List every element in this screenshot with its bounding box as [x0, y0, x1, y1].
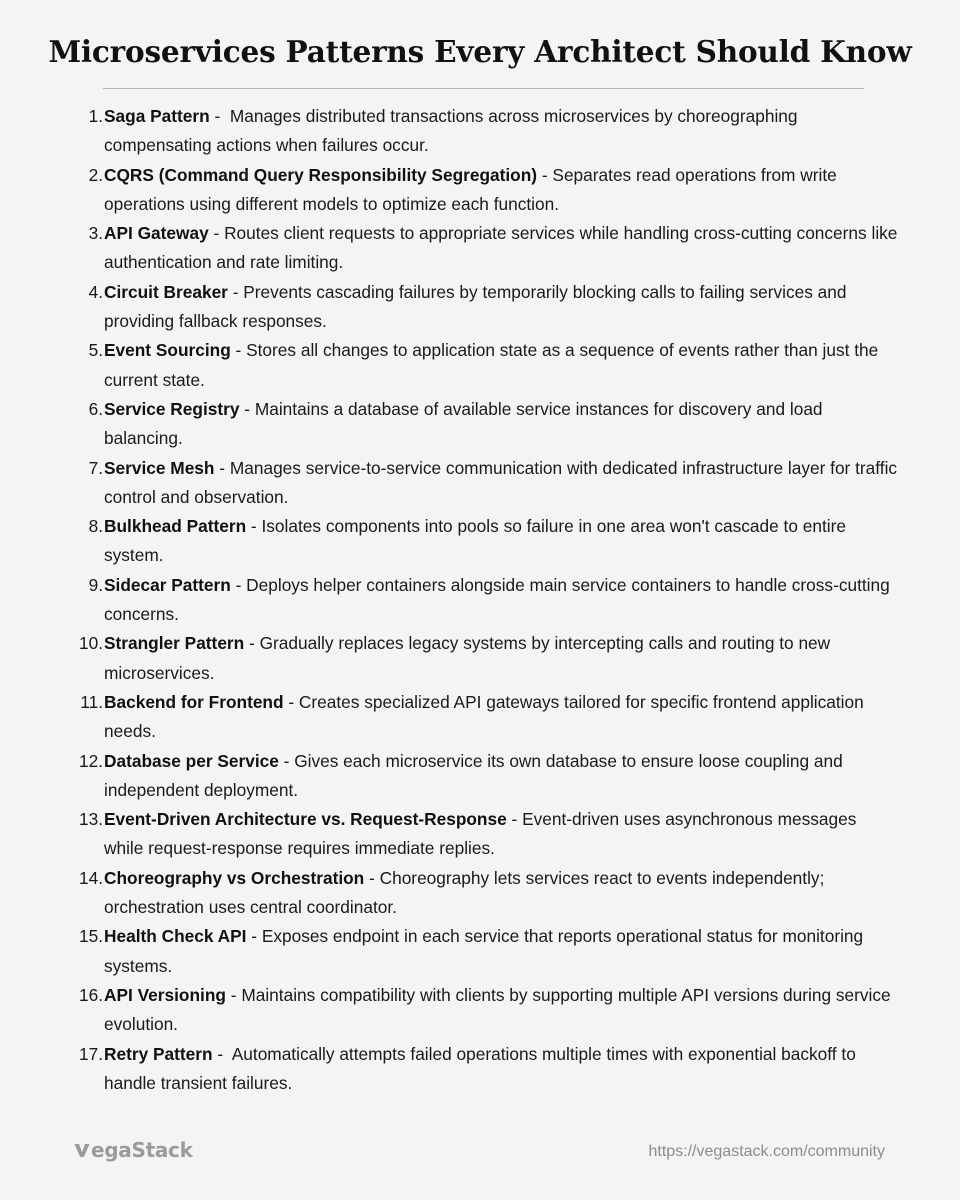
v-mark-icon	[74, 1143, 90, 1158]
item-separator: -	[244, 633, 260, 654]
list-item	[0, 219, 960, 278]
item-name: Event-Driven Architecture vs. Request-Response	[104, 809, 507, 830]
item-name: API Versioning	[104, 984, 226, 1005]
item-separator: -	[230, 340, 247, 361]
list-item	[0, 161, 960, 220]
item-separator: -	[364, 867, 380, 888]
item-description: Automatically attempts failed operations multiple times with exponential backoff to handle transient failures.	[104, 1043, 856, 1093]
item-name: Strangler Pattern	[104, 633, 245, 654]
list-item	[0, 336, 960, 395]
item-number: 12.	[78, 750, 103, 771]
item-number: 10.	[78, 633, 103, 654]
item-number: 3.	[88, 223, 103, 244]
item-separator: -	[230, 574, 247, 595]
item-description: Creates specialized API gateways tailored for specific frontend application needs.	[104, 691, 864, 742]
item-name: Circuit Breaker	[104, 281, 228, 302]
item-separator: -	[208, 223, 225, 244]
page-title: Microservices Patterns Every Architect Should Know	[48, 34, 912, 69]
item-number: 9.	[88, 574, 103, 595]
item-description: Isolates components into pools so failure in one area won't cascade to entire system.	[104, 516, 846, 566]
item-separator: -	[214, 457, 230, 478]
list-item	[0, 278, 960, 337]
item-description: Choreography lets services react to events independently; orchestration uses central coordinator.	[104, 867, 825, 918]
item-number: 1.	[88, 106, 103, 126]
item-name: Choreography vs Orchestration	[104, 867, 365, 888]
item-description: Separates read operations from write operations using different models to optimize each function.	[104, 164, 837, 214]
item-name: CQRS (Command Query Responsibility Segregation)	[104, 164, 538, 185]
item-description: Event-driven uses asynchronous messages while request-response requires immediate replies.	[104, 809, 857, 859]
item-number: 13.	[78, 809, 103, 830]
item-separator: -	[506, 809, 523, 830]
item-name: Service Registry	[104, 398, 240, 419]
item-name: Backend for Frontend	[104, 691, 284, 712]
item-description: Deploys helper containers alongside main service containers to handle cross-cutting concerns.	[104, 574, 890, 625]
list-item	[0, 922, 960, 981]
item-description: Prevents cascading failures by temporarily blocking calls to failing services and providing fallback responses.	[104, 281, 847, 332]
footer-url[interactable]: https://vegastack.com/community	[648, 1143, 885, 1160]
item-name: Sidecar Pattern	[104, 574, 231, 595]
item-description: Maintains compatibility with clients by supporting multiple API versions during service evolution.	[104, 984, 891, 1035]
item-number: 4.	[88, 281, 103, 302]
item-name: Saga Pattern	[104, 106, 210, 126]
item-name: API Gateway	[104, 223, 209, 244]
list-item	[0, 512, 960, 571]
item-description: Manages service-to-service communication with dedicated infrastructure layer for traffic control and observation.	[104, 457, 898, 507]
item-number: 14.	[78, 867, 103, 888]
item-separator: -	[278, 750, 295, 771]
list-item	[0, 747, 960, 806]
item-number: 8.	[88, 516, 103, 537]
item-name: Service Mesh	[104, 457, 215, 478]
item-description: Gives each microservice its own database to ensure loose coupling and independent deployment.	[104, 750, 843, 800]
item-separator: -	[246, 926, 262, 947]
list-item	[0, 395, 960, 454]
logo-text: egaStack	[91, 1138, 193, 1162]
list-item	[0, 454, 960, 513]
list-item	[0, 864, 960, 923]
item-description: Routes client requests to appropriate services while handling cross-cutting concerns like authentication and rate limiting.	[104, 223, 898, 273]
item-name: Event Sourcing	[104, 340, 231, 361]
item-description: Maintains a database of available service instances for discovery and load balancing.	[104, 398, 823, 449]
title-divider	[103, 88, 864, 89]
item-number: 7.	[88, 457, 103, 478]
list-item	[0, 981, 960, 1040]
item-description: Exposes endpoint in each service that reports operational status for monitoring systems.	[104, 926, 864, 976]
item-separator: -	[239, 398, 255, 419]
item-separator: -	[537, 164, 553, 185]
item-separator: -	[209, 106, 230, 126]
item-separator: -	[212, 1043, 232, 1064]
list-item	[0, 102, 960, 161]
list-item	[0, 805, 960, 864]
list-item	[0, 571, 960, 630]
item-separator: -	[246, 516, 262, 537]
item-name: Retry Pattern	[104, 1043, 213, 1064]
pattern-list	[0, 102, 960, 1098]
item-number: 11.	[80, 691, 103, 712]
item-name: Bulkhead Pattern	[104, 516, 247, 537]
vegastack-logo	[74, 1138, 193, 1162]
item-number: 17.	[78, 1043, 103, 1064]
item-number: 15.	[78, 926, 103, 947]
item-separator: -	[227, 281, 244, 302]
list-item	[0, 688, 960, 747]
item-name: Health Check API	[104, 926, 247, 947]
item-number: 16.	[78, 984, 103, 1005]
item-separator: -	[225, 984, 242, 1005]
list-item	[0, 1040, 960, 1099]
item-name: Database per Service	[104, 750, 279, 771]
item-description: Stores all changes to application state as a sequence of events rather than just the current state.	[104, 340, 879, 390]
item-number: 6.	[88, 398, 103, 419]
item-description: Gradually replaces legacy systems by intercepting calls and routing to new microservices.	[104, 633, 831, 683]
item-number: 2.	[88, 164, 103, 185]
item-description: Manages distributed transactions across microservices by choreographing compensating actions when failures occur.	[104, 106, 798, 156]
item-number: 5.	[88, 340, 103, 361]
item-separator: -	[283, 691, 299, 712]
list-item	[0, 629, 960, 688]
